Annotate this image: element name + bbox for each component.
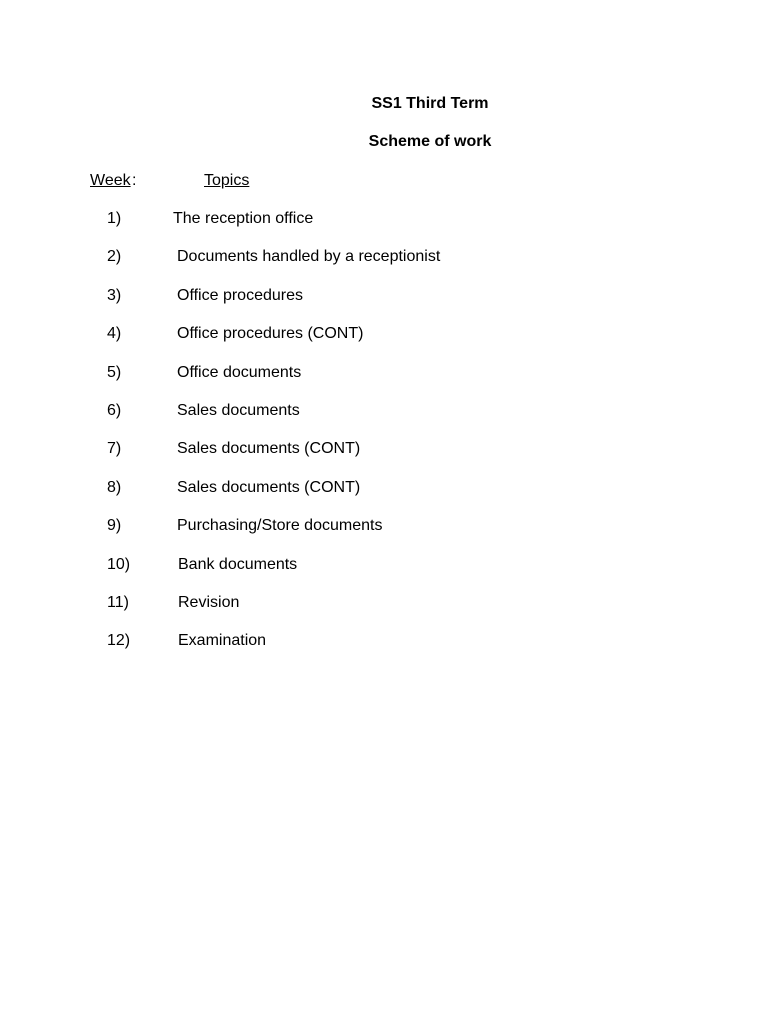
list-item bbox=[0, 402, 770, 440]
week-header-colon: : bbox=[132, 172, 137, 189]
week-topic: Examination bbox=[178, 632, 267, 650]
week-topic: Sales documents (CONT) bbox=[177, 478, 361, 496]
list-item bbox=[0, 325, 770, 363]
document-title: SS1 Third Term bbox=[371, 95, 489, 112]
week-number: 2) bbox=[107, 248, 122, 266]
list-item bbox=[0, 517, 770, 555]
week-topic: Sales documents (CONT) bbox=[177, 440, 361, 458]
week-column-header: Week bbox=[90, 172, 131, 189]
week-number: 3) bbox=[107, 286, 122, 304]
list-item bbox=[0, 632, 770, 670]
list-item bbox=[0, 594, 770, 632]
week-number: 1) bbox=[107, 210, 122, 227]
week-number: 12) bbox=[107, 632, 131, 650]
week-topic: The reception office bbox=[173, 210, 314, 227]
document-subtitle: Scheme of work bbox=[368, 133, 492, 150]
list-item bbox=[0, 440, 770, 478]
week-topic: Sales documents bbox=[177, 401, 300, 419]
week-topic: Purchasing/Store documents bbox=[177, 517, 383, 535]
week-topic: Revision bbox=[178, 593, 240, 611]
week-topic: Office procedures (CONT) bbox=[177, 325, 364, 343]
list-item bbox=[0, 364, 770, 402]
week-number: 11) bbox=[107, 593, 129, 611]
week-number: 4) bbox=[107, 325, 122, 343]
week-topic: Office procedures bbox=[177, 286, 303, 304]
list-item bbox=[0, 287, 770, 325]
week-topic: Office documents bbox=[177, 363, 302, 381]
week-number: 10) bbox=[107, 555, 131, 573]
week-number: 9) bbox=[107, 517, 122, 535]
list-item bbox=[0, 210, 770, 248]
list-item bbox=[0, 556, 770, 594]
week-topic: Bank documents bbox=[178, 555, 298, 573]
week-number: 5) bbox=[107, 363, 122, 381]
list-item bbox=[0, 479, 770, 517]
topics-list bbox=[0, 210, 770, 671]
week-number: 7) bbox=[107, 440, 122, 458]
week-number: 6) bbox=[107, 401, 122, 419]
topics-column-header: Topics bbox=[204, 172, 250, 189]
list-item bbox=[0, 248, 770, 286]
week-topic: Documents handled by a receptionist bbox=[177, 248, 441, 266]
week-number: 8) bbox=[107, 478, 122, 496]
